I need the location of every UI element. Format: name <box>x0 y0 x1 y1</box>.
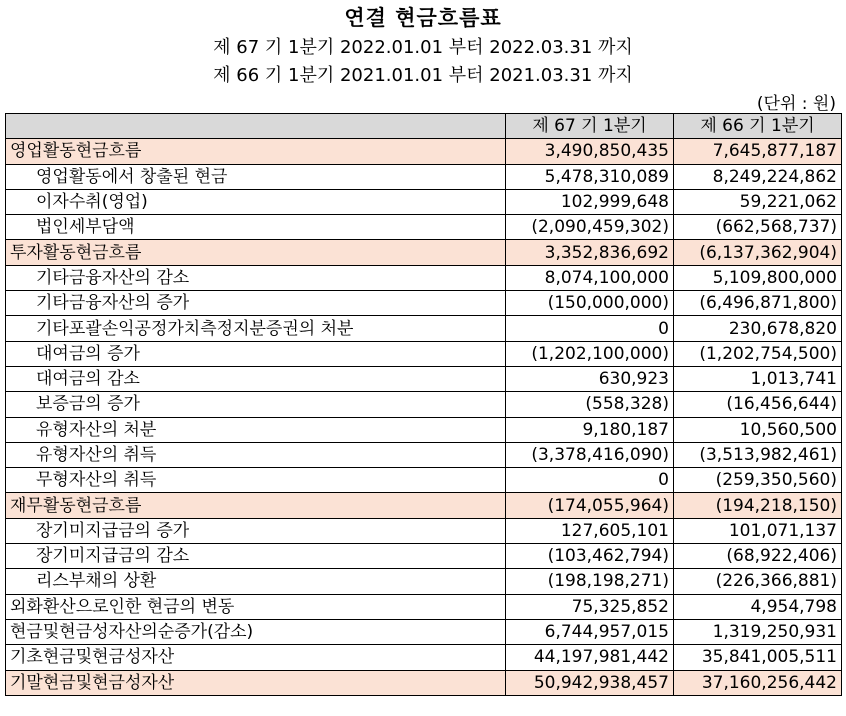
cash-flow-table <box>5 113 842 696</box>
table-row <box>6 265 842 290</box>
table-row <box>6 139 842 164</box>
row-current: 5,478,310,089 <box>506 164 674 189</box>
table-row <box>6 468 842 493</box>
row-label: 기타포괄손익공정가치측정지분증권의 처분 <box>6 316 506 341</box>
row-label: 이자수취(영업) <box>6 189 506 214</box>
row-prior: 230,678,820 <box>674 316 842 341</box>
table-row <box>6 240 842 265</box>
row-label: 기말현금및현금성자산 <box>6 670 506 695</box>
table-row <box>6 215 842 240</box>
row-prior: (6,137,362,904) <box>674 240 842 265</box>
row-current: 50,942,938,457 <box>506 670 674 695</box>
table-row <box>6 594 842 619</box>
row-label: 장기미지급금의 감소 <box>6 544 506 569</box>
row-current: (1,202,100,000) <box>506 341 674 366</box>
table-row <box>6 341 842 366</box>
row-current: 0 <box>506 316 674 341</box>
table-row <box>6 164 842 189</box>
row-prior: (6,496,871,800) <box>674 291 842 316</box>
row-label: 영업활동에서 창출된 현금 <box>6 164 506 189</box>
row-prior: (226,366,881) <box>674 569 842 594</box>
row-current: 630,923 <box>506 366 674 391</box>
row-label: 리스부채의 상환 <box>6 569 506 594</box>
table-header-row <box>6 114 842 139</box>
row-prior: (1,202,754,500) <box>674 341 842 366</box>
table-row <box>6 442 842 467</box>
period-current: 제 67 기 1분기 2022.01.01 부터 2022.03.31 까지 <box>213 37 633 58</box>
row-prior: 10,560,500 <box>674 417 842 442</box>
row-prior: 35,841,005,511 <box>674 645 842 670</box>
row-current: 0 <box>506 468 674 493</box>
row-label: 보증금의 증가 <box>6 392 506 417</box>
row-current: (174,055,964) <box>506 493 674 518</box>
row-prior: 1,013,741 <box>674 366 842 391</box>
row-prior: 101,071,137 <box>674 518 842 543</box>
header-prior: 제 66 기 1분기 <box>674 114 842 139</box>
row-current: 127,605,101 <box>506 518 674 543</box>
row-current: 75,325,852 <box>506 594 674 619</box>
row-prior: (68,922,406) <box>674 544 842 569</box>
row-prior: (3,513,982,461) <box>674 442 842 467</box>
table-row <box>6 645 842 670</box>
row-label: 장기미지급금의 증가 <box>6 518 506 543</box>
row-current: 8,074,100,000 <box>506 265 674 290</box>
table-row <box>6 417 842 442</box>
row-prior: (259,350,560) <box>674 468 842 493</box>
table-row <box>6 518 842 543</box>
row-label: 유형자산의 취득 <box>6 442 506 467</box>
row-current: 3,352,836,692 <box>506 240 674 265</box>
table-row <box>6 392 842 417</box>
header-current: 제 67 기 1분기 <box>506 114 674 139</box>
row-current: (150,000,000) <box>506 291 674 316</box>
table-row <box>6 291 842 316</box>
row-label: 외화환산으로인한 현금의 변동 <box>6 594 506 619</box>
row-prior: (662,568,737) <box>674 215 842 240</box>
row-label: 기초현금및현금성자산 <box>6 645 506 670</box>
row-current: 102,999,648 <box>506 189 674 214</box>
row-prior: 5,109,800,000 <box>674 265 842 290</box>
row-label: 법인세부담액 <box>6 215 506 240</box>
table-row <box>6 569 842 594</box>
row-current: 44,197,981,442 <box>506 645 674 670</box>
row-prior: 8,249,224,862 <box>674 164 842 189</box>
row-label: 투자활동현금흐름 <box>6 240 506 265</box>
row-label: 대여금의 감소 <box>6 366 506 391</box>
row-current: (558,328) <box>506 392 674 417</box>
table-row <box>6 544 842 569</box>
row-label: 유형자산의 처분 <box>6 417 506 442</box>
row-prior: 1,319,250,931 <box>674 619 842 644</box>
table-row <box>6 670 842 695</box>
row-label: 재무활동현금흐름 <box>6 493 506 518</box>
row-current: (103,462,794) <box>506 544 674 569</box>
row-current: 9,180,187 <box>506 417 674 442</box>
row-current: (198,198,271) <box>506 569 674 594</box>
unit-label: (단위 : 원) <box>756 94 836 114</box>
table-row <box>6 189 842 214</box>
row-prior: 7,645,877,187 <box>674 139 842 164</box>
table-row <box>6 316 842 341</box>
row-current: 3,490,850,435 <box>506 139 674 164</box>
header-label <box>6 114 506 139</box>
table-row <box>6 366 842 391</box>
statement-title: 연결 현금흐름표 <box>344 6 502 30</box>
row-label: 무형자산의 취득 <box>6 468 506 493</box>
row-prior: 37,160,256,442 <box>674 670 842 695</box>
row-prior: 59,221,062 <box>674 189 842 214</box>
row-label: 대여금의 증가 <box>6 341 506 366</box>
row-prior: (194,218,150) <box>674 493 842 518</box>
row-current: (2,090,459,302) <box>506 215 674 240</box>
row-label: 기타금융자산의 감소 <box>6 265 506 290</box>
row-label: 기타금융자산의 증가 <box>6 291 506 316</box>
period-prior: 제 66 기 1분기 2021.01.01 부터 2021.03.31 까지 <box>213 65 633 86</box>
row-current: 6,744,957,015 <box>506 619 674 644</box>
row-prior: (16,456,644) <box>674 392 842 417</box>
row-label: 현금및현금성자산의순증가(감소) <box>6 619 506 644</box>
row-current: (3,378,416,090) <box>506 442 674 467</box>
table-row <box>6 493 842 518</box>
table-row <box>6 619 842 644</box>
row-prior: 4,954,798 <box>674 594 842 619</box>
row-label: 영업활동현금흐름 <box>6 139 506 164</box>
